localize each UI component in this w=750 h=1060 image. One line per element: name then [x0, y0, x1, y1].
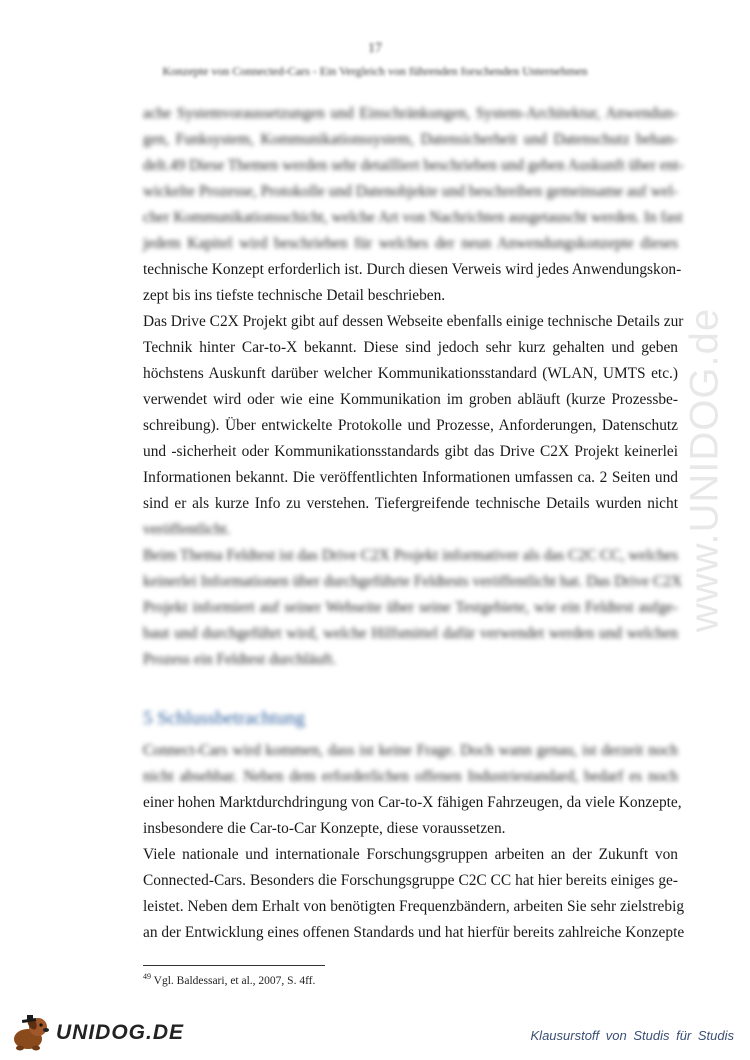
- footnote-text: Vgl. Baldessari, et al., 2007, S. 4ff.: [151, 974, 316, 987]
- text-line: Projekt informiert auf seiner Webseite über seine Testgebiete, wie ein Feldtest aufge-: [143, 599, 678, 616]
- text-line: ache Systemvoraussetzungen und Einschränkungen, System-Architektur, Anwendun-: [143, 105, 678, 122]
- text-line: veröffentlicht.: [143, 521, 231, 538]
- text-line: Viele nationale und internationale Forschungsgruppen arbeiten an der Zukunft von: [143, 846, 678, 863]
- text-line: technische Konzept erforderlich ist. Durch diesen Verweis wird jedes Anwendungskon-: [143, 261, 682, 278]
- text-line: nicht absehbar. Neben dem erforderlichen offenen Industriestandard, bedarf es noch: [143, 768, 678, 785]
- text-line: Technik hinter Car-to-X bekannt. Diese sind jedoch sehr kurz gehalten und geben: [143, 339, 678, 356]
- section-heading: 5 Schlussbetrachtung: [143, 708, 306, 729]
- blurred-paragraph-top: [143, 101, 684, 257]
- text-line: und -sicherheit oder Kommunikationsstandards gibt das Drive C2X Projekt keinerlei: [143, 443, 678, 460]
- text-line: insbesondere die Car-to-Car Konzepte, diese voraussetzen.: [143, 820, 506, 837]
- running-header: Konzepte von Connected-Cars - Ein Vergleich von führenden forschenden Unternehmen: [162, 64, 588, 78]
- footnote: [143, 972, 315, 987]
- page-number: 17: [368, 41, 382, 56]
- text-line: Informationen bekannt. Die veröffentlichten Informationen umfassen ca. 2 Seiten und: [143, 469, 678, 486]
- text-line: Beim Thema Feldtest ist das Drive C2X Projekt informativer als das C2C CC, welches: [143, 547, 678, 564]
- clear-paragraph-1: [143, 257, 684, 517]
- text-line: Prozess ein Feldtest durchläuft.: [143, 651, 337, 668]
- watermark: www.UNIDOG.de: [682, 307, 727, 633]
- text-line: einer hohen Marktdurchdringung von Car-to-X fähigen Fahrzeugen, da viele Konzepte,: [143, 794, 682, 811]
- text-line: verwendet wird oder wie eine Kommunikation im groben abläuft (kurze Prozessbe-: [143, 391, 678, 408]
- unidog-logo[interactable]: [8, 1013, 184, 1053]
- text-line: baut und durchgeführt wird, welche Hilfsmittel dafür verwendet werden und welchen: [143, 625, 678, 642]
- text-line: Connect-Cars wird kommen, dass ist keine Frage. Doch wann genau, ist derzeit noch: [143, 742, 678, 759]
- logo-text: UNIDOG.DE: [56, 1021, 185, 1044]
- text-line: an der Entwicklung eines offenen Standards und hat hierfür bereits zahlreiche Konzepte: [143, 924, 685, 941]
- text-line: keinerlei Informationen über durchgeführte Feldtests veröffentlicht hat. Das Drive C2X: [143, 573, 683, 590]
- text-line: gen, Funksystem, Kommunikationssystem, Datensicherheit und Datenschutz behan-: [143, 131, 678, 148]
- blurred-paragraph-middle: [143, 517, 683, 673]
- text-line: wickelte Prozesse, Protokolle und Datenobjekte und beschreiben gemeinsame auf wel-: [143, 183, 678, 200]
- text-line: leistet. Neben dem Erhalt von benötigten Frequenzbändern, arbeiten Sie sehr zielstrebig: [143, 898, 685, 915]
- footnote-divider: [143, 965, 325, 966]
- text-line: Connected-Cars. Besonders die Forschungsgruppe C2C CC hat hier bereits einiges ge-: [143, 872, 678, 889]
- text-line: delt.49 Diese Themen werden sehr detailliert beschrieben und geben Auskunft über ent-: [143, 157, 684, 174]
- clear-paragraph-2: [143, 790, 685, 946]
- dog-mascot-icon: [8, 1013, 54, 1053]
- text-line: Das Drive C2X Projekt gibt auf dessen Webseite ebenfalls einige technische Details zur: [143, 313, 684, 330]
- text-line: cher Kommunikationsschicht, welche Art von Nachrichten ausgetauscht werden. In fast: [143, 209, 683, 226]
- text-line: höchstens Auskunft darüber welcher Kommunikationsstandard (WLAN, UMTS etc.): [143, 365, 678, 382]
- text-line: zept bis ins tiefste technische Detail beschrieben.: [143, 287, 446, 304]
- blurred-paragraph-section: [143, 738, 678, 790]
- footnote-number: 49: [143, 972, 151, 981]
- text-line: sind er als kurze Info zu verstehen. Tiefergreifende technische Details wurden nicht: [143, 495, 678, 512]
- text-line: schreibung). Über entwickelte Protokolle und Prozesse, Anforderungen, Datenschutz: [143, 417, 678, 434]
- tagline: Klausurstoff von Studis für Studis: [530, 1028, 734, 1043]
- text-line: jedem Kapitel wird beschrieben für welches der neun Anwendungskonzepte dieses: [143, 235, 678, 252]
